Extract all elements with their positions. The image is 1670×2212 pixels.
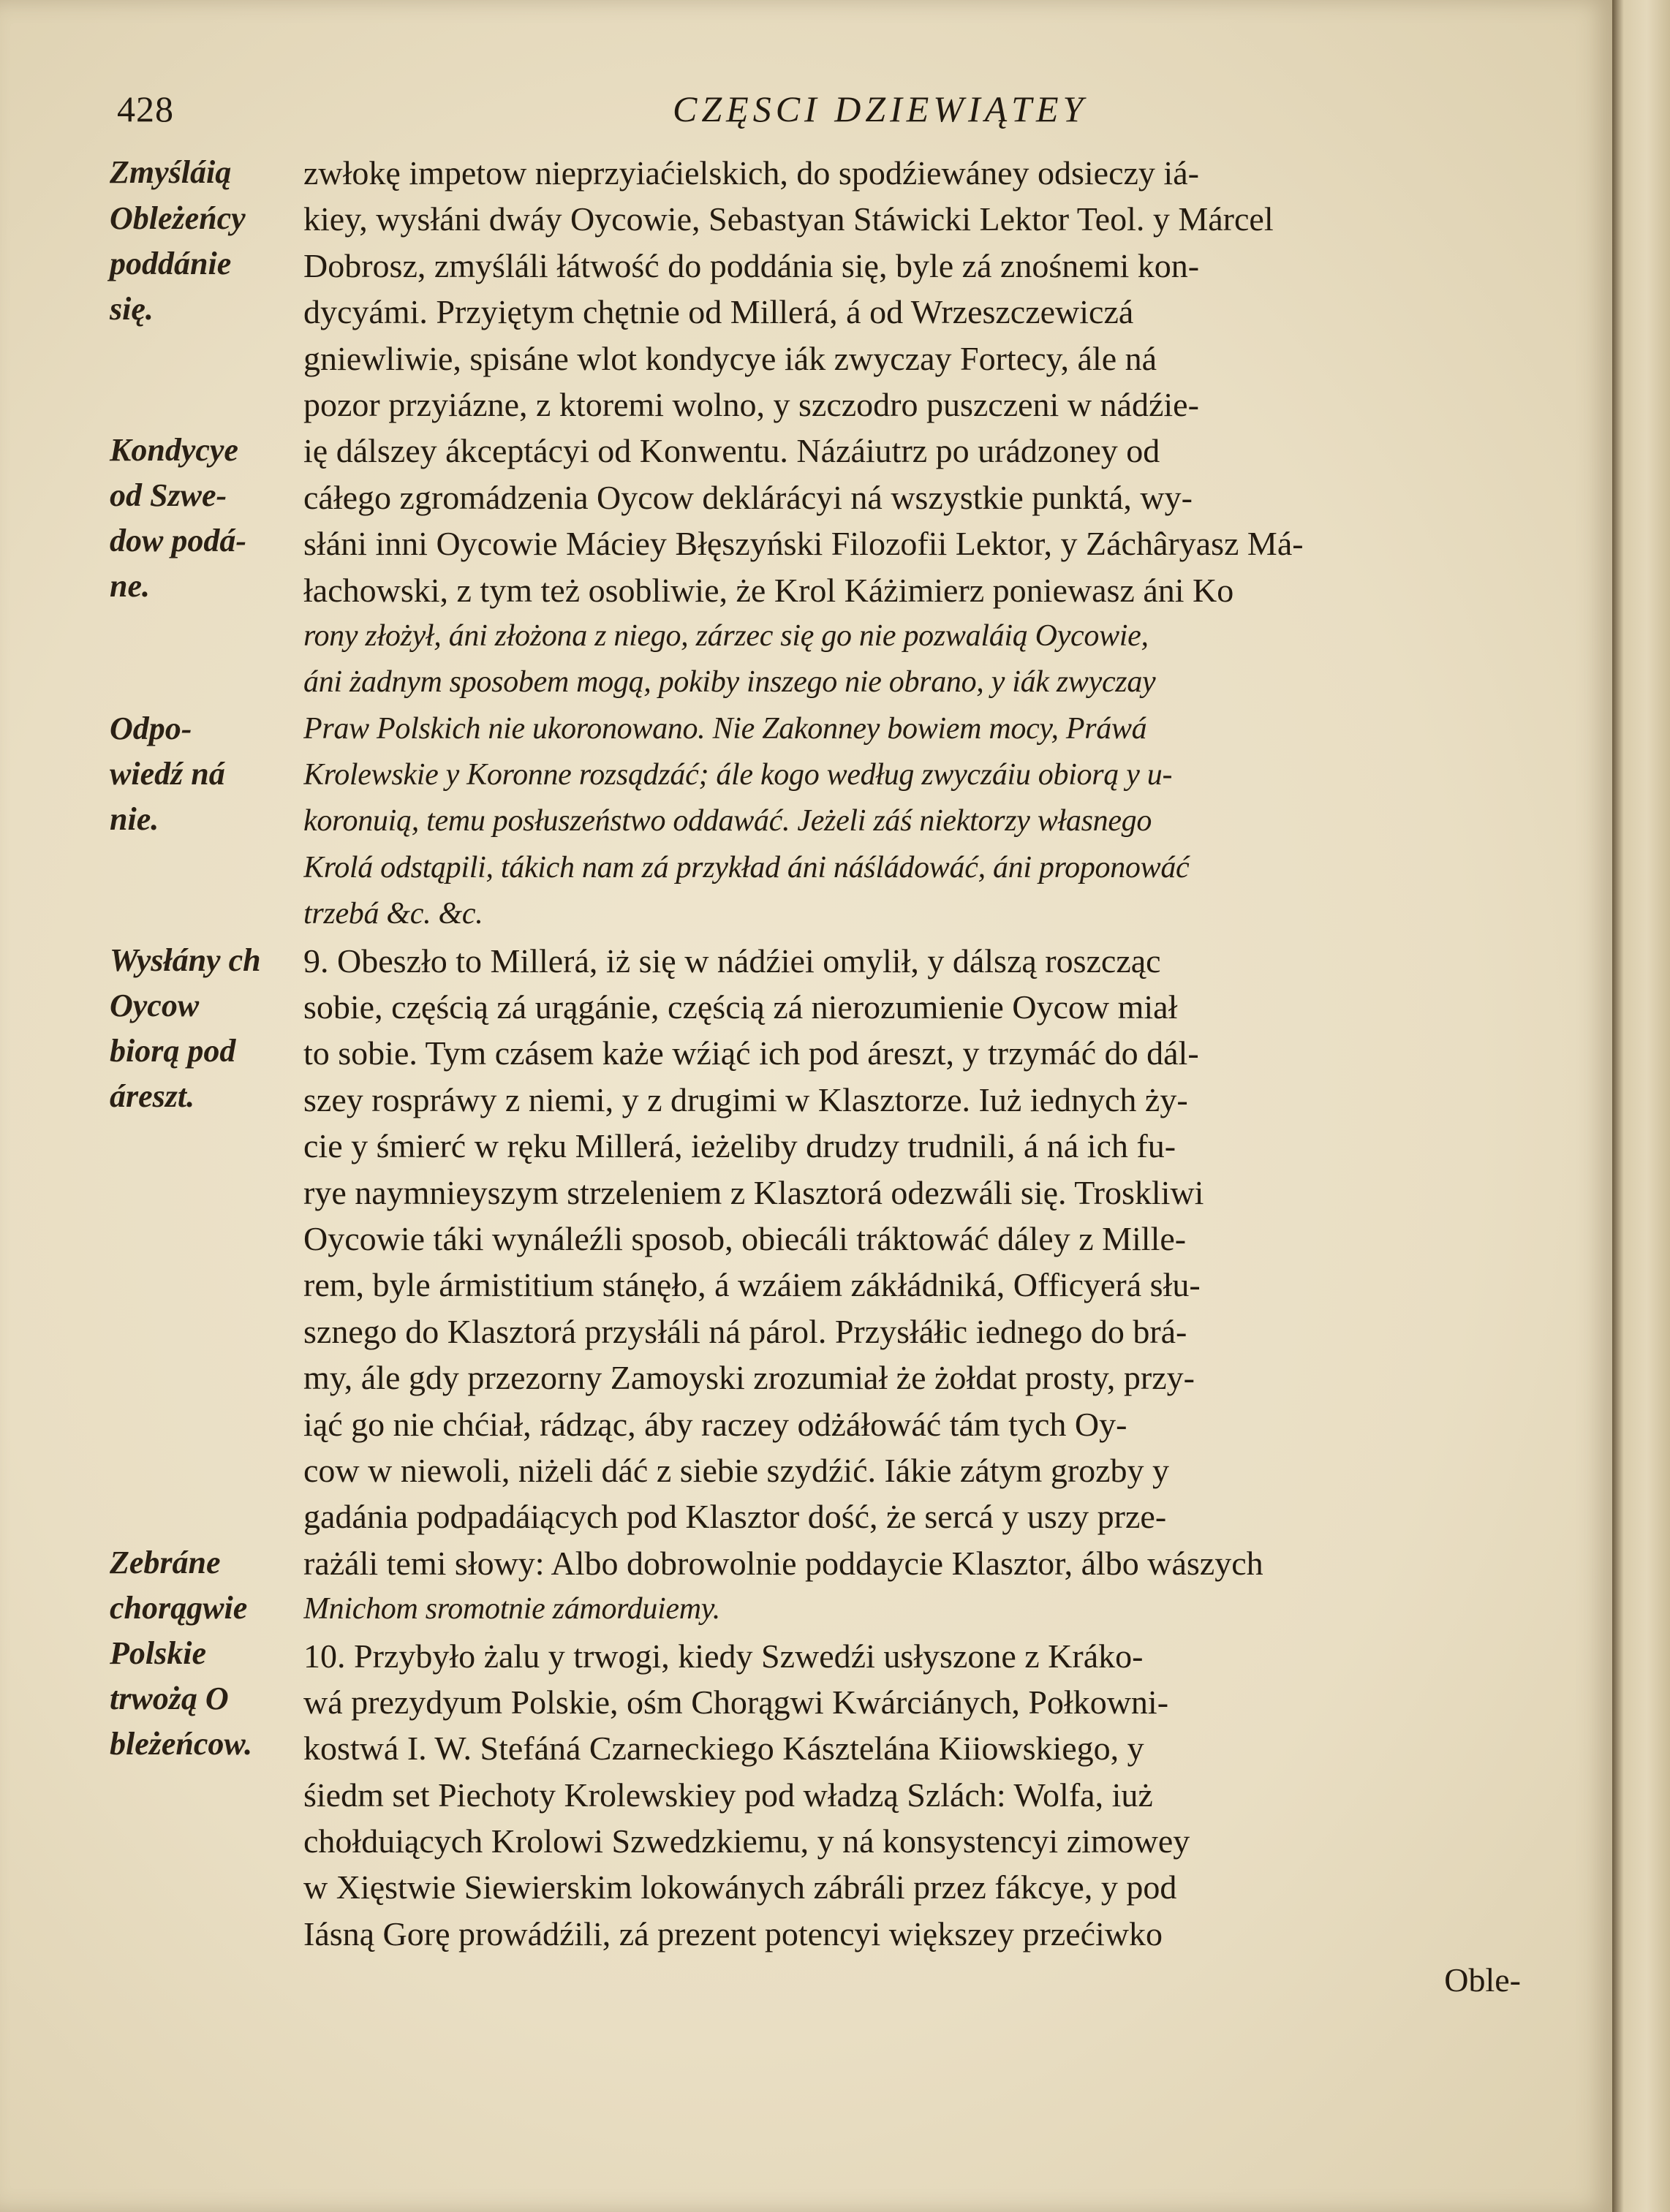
margin-note-line: áreszt. <box>110 1077 195 1114</box>
text-line: rony złożył, áni złożona z niego, zárzec się go nie pozwaláią Oycowie, <box>303 618 1149 653</box>
text-line: kiey, wysłáni dwáy Oycowie, Sebastyan Stáwicki Lektor Teol. y Márcel <box>303 200 1274 238</box>
margin-note-line: trwożą O <box>110 1681 229 1716</box>
margin-note-line: Oycow <box>110 987 200 1023</box>
text-line: sznego do Klasztorá przysłáli ná párol. Przysłáłic iednego do brá- <box>303 1312 1187 1350</box>
text-line: łachowski, z tym też osobliwie, że Krol Káżimierz poniewasz áni Ko <box>303 571 1234 609</box>
text-line: iąć go nie chćiał, rádząc, áby raczey odżáłowáć tám tych Oy- <box>303 1405 1127 1443</box>
text-line: Krolewskie y Koronne rozsądzáć; ále kogo według zwyczáiu obiorą y u- <box>303 758 1173 792</box>
text-line: Mnichom sromotnie zámorduiemy. <box>303 1592 720 1626</box>
margin-note-line: dow podá- <box>110 523 246 559</box>
text-line: Praw Polskich nie ukoronowano. Nie Zakonney bowiem mocy, Práwá <box>303 711 1147 746</box>
catchword: Oble- <box>1444 1961 1521 1999</box>
text-line: 9. Obeszło to Millerá, iż się w nádźiei omylił, y dálszą roszcząc <box>303 942 1161 980</box>
margin-note-line: się. <box>110 291 154 327</box>
text-line: my, ále gdy przezorny Zamoyski zrozumiał że żołdat prosty, przy- <box>303 1359 1195 1397</box>
text-line: rażáli temi słowy: Albo dobrowolnie poddaycie Klasztor, álbo wászych <box>303 1544 1263 1582</box>
page-header <box>117 88 1521 146</box>
running-title: CZĘSCI DZIEWIĄTEY <box>673 88 1088 129</box>
text-line: szey rospráwy z niemi, y z drugimi w Klasztorze. Iuż iednych ży- <box>303 1080 1188 1118</box>
margin-note-line: Wysłány ch <box>110 942 261 978</box>
text-line: wá prezydyum Polskie, ośm Chorągwi Kwárciánych, Połkowni- <box>303 1683 1169 1721</box>
margin-note <box>110 1540 307 1767</box>
margin-note <box>110 428 307 609</box>
text-line: Krolá odstąpili, tákich nam zá przykład áni náśládowáć, áni proponowáć <box>303 850 1190 885</box>
margin-note-line: od Szwe- <box>110 477 227 514</box>
text-line: kostwá I. W. Stefáná Czarneckiego Kásztelána Kiiowskiego, y <box>303 1730 1144 1768</box>
margin-note-line: Polskie <box>110 1635 206 1671</box>
margin-note <box>110 938 307 1119</box>
margin-note-line: Obleżeńcy <box>110 200 246 237</box>
text-line: rye naymnieyszym strzeleniem z Klasztorá odezwáli się. Troskliwi <box>303 1173 1204 1211</box>
main-text <box>303 150 1521 2138</box>
text-line: śiedm set Piechoty Krolewskiey pod władzą Szlách: Wolfa, iuż <box>303 1776 1153 1814</box>
text-line: rem, byle ármistitium stánęło, á wzáiem zákłádniká, Officyerá słu- <box>303 1266 1201 1304</box>
text-line: trzebá &c. &c. <box>303 897 483 931</box>
margin-notes <box>110 150 300 2138</box>
text-line: gadánia podpadáiących pod Klasztor dość, że sercá y uszy prze- <box>303 1498 1167 1536</box>
margin-note-line: ne. <box>110 568 150 605</box>
text-line: áni żadnym sposobem mogą, pokiby inszego nie obrano, y iák zwyczay <box>303 665 1156 700</box>
margin-note-line: biorą pod <box>110 1032 236 1069</box>
text-line: słáni inni Oycowie Máciey Błęszyński Filozofii Lektor, y Záchâryasz Má- <box>303 525 1304 563</box>
next-page-edge <box>1612 0 1670 2212</box>
margin-note-line: Zmyśláią <box>110 154 232 190</box>
text-line: Oycowie táki wynáleźli sposob, obiecáli tráktowáć dáley z Mille- <box>303 1219 1187 1257</box>
text-line: pozor przyiázne, z ktoremi wolno, y szczodro puszczeni w nádźie- <box>303 385 1199 423</box>
text-line: Dobrosz, zmyśláli łátwość do poddánia się, byle zá znośnemi kon- <box>303 246 1200 284</box>
margin-note-line: nie. <box>110 800 159 837</box>
text-line: dycyámi. Przyiętym chętnie od Millerá, á od Wrzeszczewiczá <box>303 293 1134 331</box>
text-line: zwłokę impetow nieprzyiaćielskich, do spodźiewáney odsieczy iá- <box>303 154 1199 192</box>
text-line: w Xięstwie Siewierskim lokowánych zábráli przez fákcye, y pod <box>303 1868 1177 1906</box>
margin-note-line: Zebráne <box>110 1545 221 1580</box>
text-line: gniewliwie, spisáne wlot kondycye iák zwyczay Fortecy, ále ná <box>303 339 1157 377</box>
text-line: to sobie. Tym czásem każe wźiąć ich pod áreszt, y trzymáć do dál- <box>303 1034 1199 1072</box>
text-line: koronuią, temu posłuszeństwo oddawáć. Jeżeli záś niektorzy własnego <box>303 804 1152 838</box>
margin-note-line: chorągwie <box>110 1590 248 1626</box>
margin-note-line: Kondycye <box>110 432 238 469</box>
margin-note <box>110 706 307 842</box>
text-line: cow w niewoli, niżeli dáć z siebie szydźić. Iákie zátym grozby y <box>303 1451 1170 1489</box>
text-line: chołduiących Krolowi Szwedzkiemu, y ná konsystencyi zimowey <box>303 1822 1190 1860</box>
margin-note-line: poddánie <box>110 246 232 282</box>
margin-note-line: wiedź ná <box>110 755 225 792</box>
text-line: cie y śmierć w ręku Millerá, ieżeliby drudzy trudnili, á ná ich fu- <box>303 1127 1176 1165</box>
margin-note-line: bleżeńcow. <box>110 1726 253 1762</box>
margin-note <box>110 150 307 195</box>
text-line: ię dálszey ákceptácyi od Konwentu. Názáiutrz po urádzoney od <box>303 432 1160 470</box>
text-line: sobie, częścią zá urągánie, częścią zá nierozumienie Oycow miał <box>303 988 1178 1026</box>
margin-note-line: Odpo- <box>110 710 192 746</box>
text-line: cáłego zgromádzenia Oycow deklárácyi ná wszystkie punktá, wy- <box>303 478 1193 516</box>
text-line: 10. Przybyło żalu y trwogi, kiedy Szwedźi usłyszone z Kráko- <box>303 1637 1144 1675</box>
margin-note <box>110 196 307 332</box>
page-number: 428 <box>117 88 174 129</box>
text-line: Iásną Gorę prowádźili, zá prezent potencyi większey przećiwko <box>303 1914 1163 1952</box>
